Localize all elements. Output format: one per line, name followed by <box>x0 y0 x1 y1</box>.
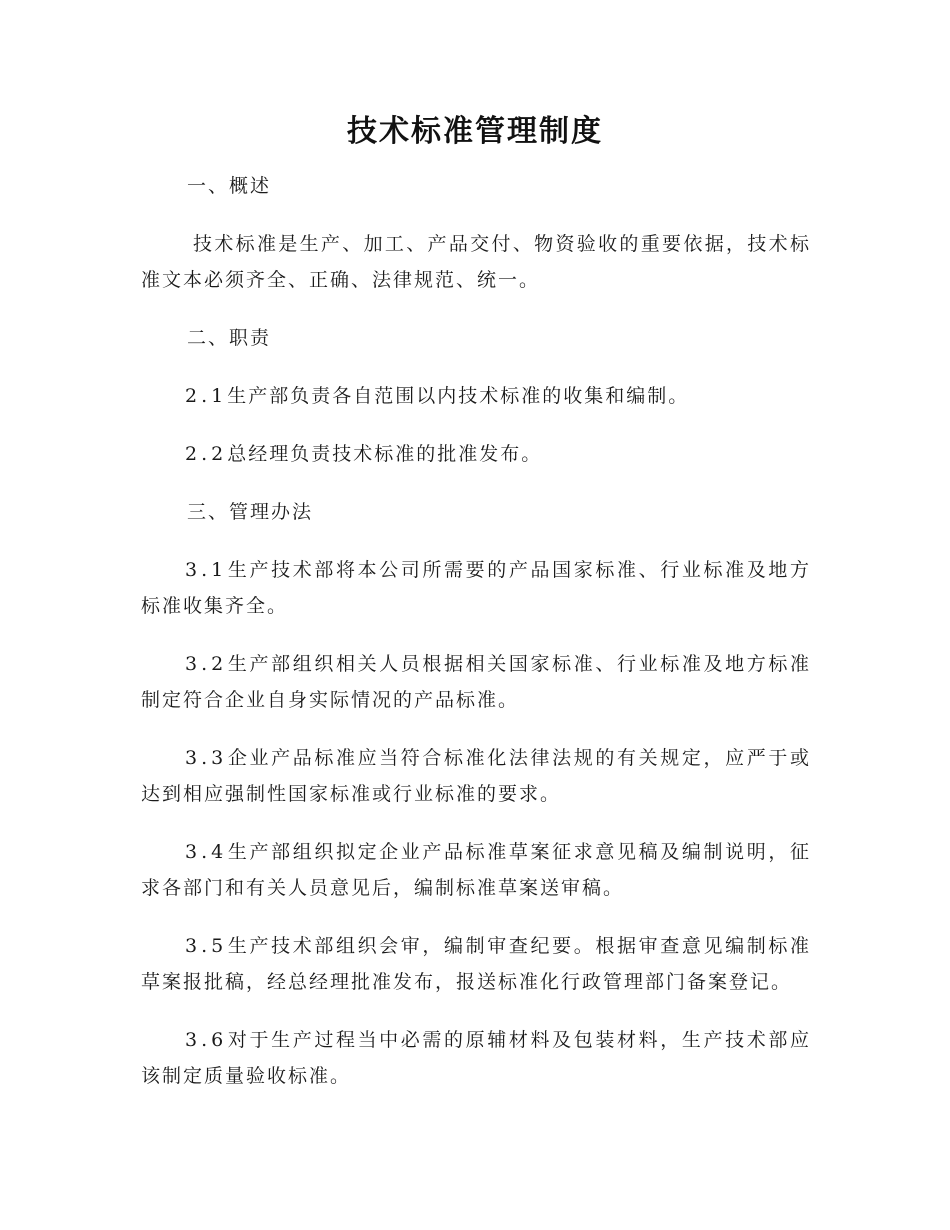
document-title: 技术标准管理制度 <box>347 114 603 149</box>
paragraph-text: 生产部组织拟定企业产品标准草案征求意见稿及编制说明，征求各部门和有关人员意见后，编制标准草案送审稿。 <box>141 841 811 899</box>
paragraph-text: 技术标准是生产、加工、产品交付、物资验收的重要依据，技术标准文本必须齐全、正确、法律规范、统一。 <box>141 233 811 291</box>
paragraph-number: 3.2 <box>185 653 228 675</box>
paragraph-overview <box>141 226 811 298</box>
paragraph-text: 总经理负责技术标准的批准发布。 <box>227 443 543 465</box>
paragraph-text: 生产技术部组织会审，编制审查纪要。根据审查意见编制标准草案报批稿，经总经理批准发布，报送标准化行政管理部门备案登记。 <box>141 935 811 993</box>
paragraph-3-5 <box>141 928 811 1000</box>
paragraph-number: 2.2 <box>185 443 228 465</box>
paragraph-number: 2.1 <box>185 385 228 407</box>
paragraph-text: 生产技术部将本公司所需要的产品国家标准、行业标准及地方标准收集齐全。 <box>141 559 811 617</box>
paragraph-text: 企业产品标准应当符合标准化法律法规的有关规定，应严于或达到相应强制性国家标准或行业标准的要求。 <box>141 747 811 805</box>
section-heading-management: 三、管理办法 <box>187 501 314 523</box>
section-heading-duties: 二、职责 <box>187 327 272 349</box>
paragraph-3-1 <box>141 552 811 624</box>
document-body <box>141 168 811 1116</box>
paragraph-3-2 <box>141 646 811 718</box>
paragraph-3-3 <box>141 740 811 812</box>
section-heading-overview: 一、概述 <box>187 175 272 197</box>
paragraph-number: 3.3 <box>185 747 228 769</box>
paragraph-text: 生产部组织相关人员根据相关国家标准、行业标准及地方标准制定符合企业自身实际情况的产品标准。 <box>141 653 811 711</box>
paragraph-number: 3.6 <box>185 1029 228 1051</box>
paragraph-text: 生产部负责各自范围以内技术标准的收集和编制。 <box>227 385 690 407</box>
paragraph-number: 3.4 <box>185 841 228 863</box>
paragraph-number: 3.5 <box>185 935 228 957</box>
paragraph-text: 对于生产过程当中必需的原辅材料及包装材料，生产技术部应该制定质量验收标准。 <box>141 1029 811 1087</box>
paragraph-number: 3.1 <box>185 559 228 581</box>
paragraph-2-2 <box>141 436 811 472</box>
paragraph-3-4 <box>141 834 811 906</box>
paragraph-3-6 <box>141 1022 811 1094</box>
paragraph-2-1 <box>141 378 811 414</box>
